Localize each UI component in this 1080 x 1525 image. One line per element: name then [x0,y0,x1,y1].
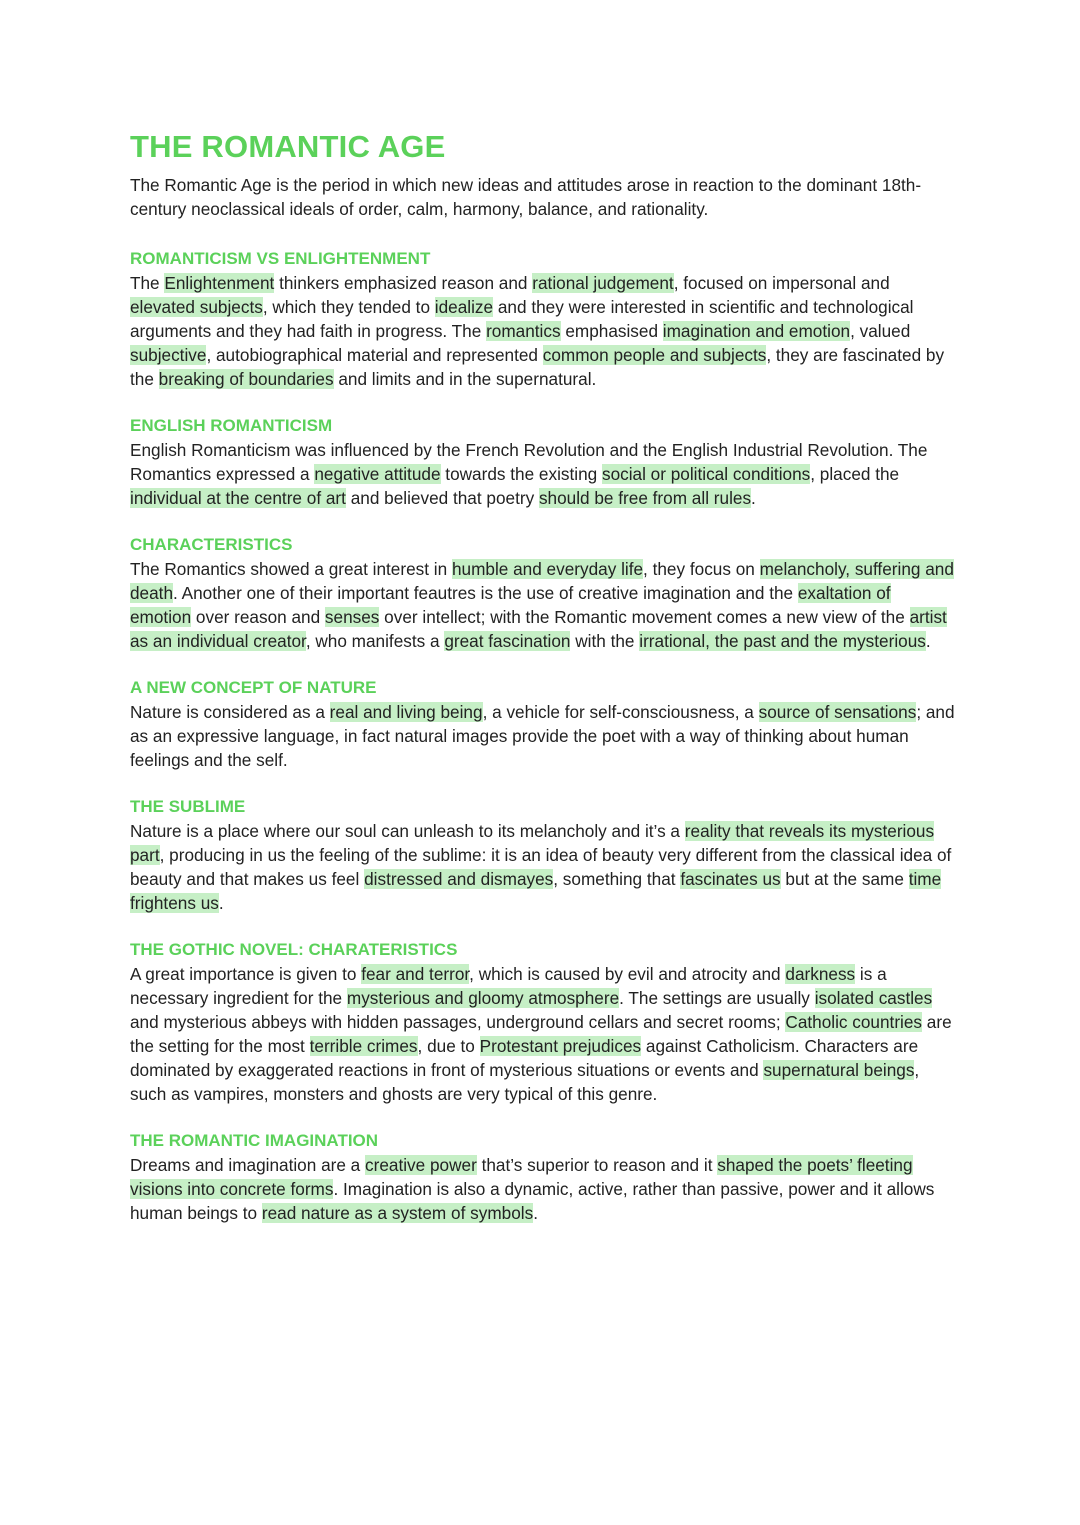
highlighted-text: melancholy, suffering and death [130,559,954,603]
highlighted-text: common people and subjects [542,345,767,365]
highlighted-text: supernatural beings [763,1060,915,1080]
section-heading: THE GOTHIC NOVEL: CHARATERISTICS [130,940,458,959]
text-run: , valued [850,321,911,341]
highlighted-text: irrational, the past and the mysterious [639,631,926,651]
text-run: , due to [417,1036,480,1056]
highlighted-text: fear and terror [361,964,470,984]
highlighted-text: artist as an individual creator [130,607,947,651]
highlighted-text: senses [324,607,380,627]
highlighted-text: breaking of boundaries [158,369,334,389]
highlighted-text: real and living being [329,702,483,722]
highlighted-text: terrible crimes [309,1036,418,1056]
text-run: ; and as an expressive language, in fact natural images provide the poet with a way of thinking about human feelings and the self. [130,702,955,770]
text-run: Dreams and imagination are a [130,1155,366,1175]
section-body [130,1153,955,1225]
section-english-romanticism [130,414,955,510]
text-run: Nature is considered as a [130,702,330,722]
text-run: thinkers emphasized reason and [274,273,533,293]
section-new-concept-of-nature [130,676,955,772]
highlighted-text: imagination and emotion [662,321,851,341]
highlighted-text: mysterious and gloomy atmosphere [346,988,620,1008]
highlighted-text: Protestant prejudices [479,1036,642,1056]
text-run: and limits and in the supernatural. [333,369,597,389]
highlighted-text: idealize [434,297,494,317]
highlighted-text: distressed and dismayes [364,869,554,889]
section-romanticism-vs-enlightenment [130,247,955,391]
highlighted-text: should be free from all rules [538,488,752,508]
intro-paragraph [130,173,955,221]
text-run: , which they tended to [262,297,435,317]
text-run: English Romanticism was influenced by the French Revolution and the English Industrial Revolution. The Romantics expressed a [130,440,928,484]
text-run: . [533,1203,538,1223]
text-run: . The settings are usually [619,988,815,1008]
highlighted-text: reality that reveals its mysterious part [130,821,935,865]
section-heading: THE SUBLIME [130,797,246,816]
text-run: The Romantic Age is the period in which new ideas and attitudes arose in reaction to the dominant 18th-century neoclassical ideals of order, calm, harmony, balance, and rationality. [130,175,922,219]
text-run: . [751,488,756,508]
page-title: THE ROMANTIC AGE [130,129,446,164]
highlighted-text: rational judgement [532,273,674,293]
section-body [130,557,955,653]
highlighted-text: romantics [486,321,561,341]
text-run: and they were interested in scientific and technological arguments and they had faith in progress. The [130,297,914,341]
text-run: that’s superior to reason and it [476,1155,718,1175]
text-run: . Another one of their important feautres is the use of creative imagination and the [173,583,798,603]
section-body [130,700,955,772]
text-run: is a necessary ingredient for the [130,964,887,1008]
highlighted-text: shaped the poets’ fleeting visions into concrete forms [130,1155,913,1199]
section-body [130,962,955,1106]
document-page [130,127,955,1248]
text-run: , such as vampires, monsters and ghosts are very typical of this genre. [130,1060,920,1104]
highlighted-text: individual at the centre of art [130,488,346,508]
highlighted-text: great fascination [444,631,571,651]
highlighted-text: negative attitude [314,464,441,484]
section-characteristics [130,533,955,653]
text-run: , autobiographical material and represented [206,345,543,365]
text-run: A great importance is given to [130,964,362,984]
highlighted-text: source of sensations [758,702,917,722]
highlighted-text: read nature as a system of symbols [261,1203,534,1223]
text-run: , producing in us the feeling of the sublime: it is an idea of beauty very different from the classical idea of beauty and that makes us feel [130,845,952,889]
highlighted-text: social or political conditions [601,464,811,484]
section-body [130,438,955,510]
text-run: but at the same [780,869,909,889]
highlighted-text: exaltation of emotion [130,583,891,627]
highlighted-text: subjective [130,345,207,365]
highlighted-text: Catholic countries [785,1012,923,1032]
section-body [130,819,955,915]
text-run: The [130,273,165,293]
highlighted-text: isolated castles [814,988,933,1008]
text-run: The Romantics showed a great interest in [130,559,452,579]
text-run: , focused on impersonal and [673,273,890,293]
highlighted-text: creative power [365,1155,477,1175]
text-run: with the [570,631,640,651]
highlighted-text: fascinates us [680,869,781,889]
section-the-sublime [130,795,955,915]
text-run: towards the existing [440,464,602,484]
text-run: against Catholicism. Characters are dominated by exaggerated reactions in front of mysterious situations or events and [130,1036,919,1080]
section-romantic-imagination [130,1129,955,1225]
section-heading: THE ROMANTIC IMAGINATION [130,1131,379,1150]
section-heading: ENGLISH ROMANTICISM [130,416,333,435]
highlighted-text: darkness [785,964,856,984]
text-run: . Imagination is also a dynamic, active, rather than passive, power and it allows human beings to [130,1179,935,1223]
text-run: , which is caused by evil and atrocity and [469,964,786,984]
highlighted-text: elevated subjects [130,297,263,317]
text-run: . [218,893,224,913]
text-run: . [925,631,931,651]
text-run: emphasised [560,321,663,341]
text-run: Nature is a place where our soul can unleash to its melancholy and it’s a [130,821,685,841]
highlighted-text: humble and everyday life [451,559,644,579]
text-run: over intellect; with the Romantic movement comes a new view of the [379,607,910,627]
highlighted-text: Enlightenment [164,273,275,293]
text-run: , placed the [810,464,900,484]
section-heading: ROMANTICISM VS ENLIGHTENMENT [130,249,431,268]
highlighted-text: time frightens us [130,869,942,913]
text-run: and mysterious abbeys with hidden passages, underground cellars and secret rooms; [130,1012,786,1032]
text-run: and believed that poetry [345,488,539,508]
text-run: , they are fascinated by the [130,345,945,389]
text-run: , they focus on [643,559,760,579]
text-run: over reason and [191,607,325,627]
section-body [130,271,955,391]
section-heading: CHARACTERISTICS [130,535,293,554]
text-run: are the setting for the most [130,1012,952,1056]
section-gothic-novel [130,938,955,1106]
text-run: , something that [553,869,681,889]
section-heading: A NEW CONCEPT OF NATURE [130,678,377,697]
text-run: , a vehicle for self-consciousness, a [482,702,759,722]
text-run: , who manifests a [305,631,445,651]
